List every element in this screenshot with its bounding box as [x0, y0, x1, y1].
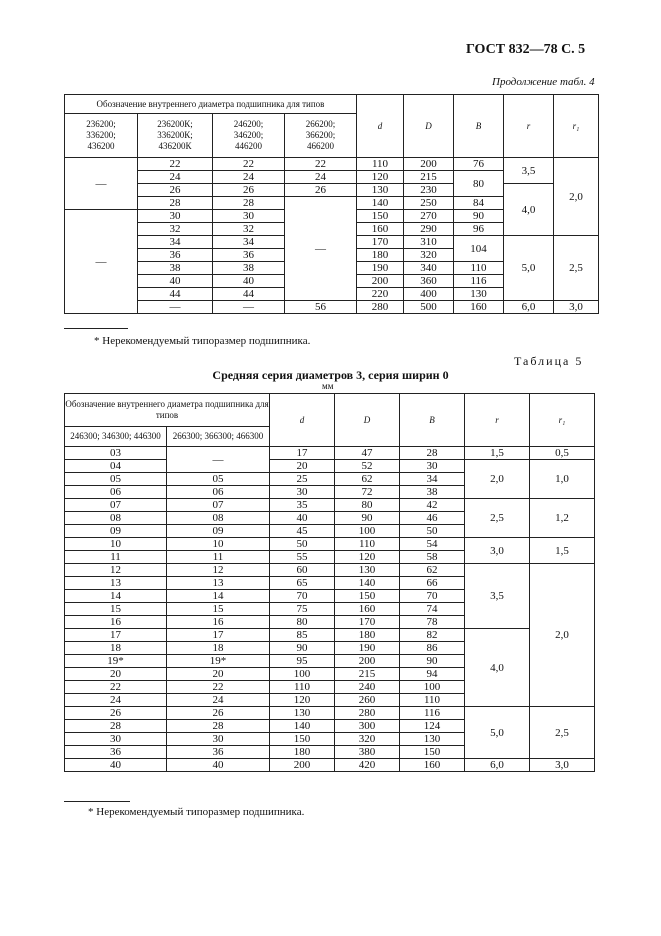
table5-r1: 1,5 — [530, 538, 595, 564]
table4-type-header: 246200; 346200; 446200 — [213, 114, 285, 158]
table5-cell: 86 — [400, 642, 465, 655]
table4-cell: 32 — [213, 223, 285, 236]
table5-cell: 17 — [270, 447, 335, 460]
footnote-rule — [64, 328, 128, 329]
table5-r: 2,5 — [465, 499, 530, 538]
table4-cell: 34 — [213, 236, 285, 249]
table4-cell: 22 — [285, 158, 357, 171]
table5-cell: 150 — [400, 746, 465, 759]
table5-cell: 13 — [167, 577, 270, 590]
table4-cell: 230 — [404, 184, 454, 197]
table5-cell: 06 — [167, 486, 270, 499]
table5-cell: 78 — [400, 616, 465, 629]
table4-header-D: D — [404, 95, 454, 158]
table5-cell: 11 — [167, 551, 270, 564]
table5-cell: 420 — [335, 759, 400, 772]
table4-cell: 26 — [213, 184, 285, 197]
table4-cell: 200 — [357, 275, 404, 288]
table5-cell: 28 — [65, 720, 167, 733]
table4-cell: 130 — [357, 184, 404, 197]
table5-cell: 60 — [270, 564, 335, 577]
table5-cell: 380 — [335, 746, 400, 759]
table5-cell: 19* — [167, 655, 270, 668]
table4-cell: 38 — [213, 262, 285, 275]
table4-cell: 130 — [454, 288, 504, 301]
table4-footnote: * Нерекомендуемый типоразмер подшипника. — [94, 335, 311, 347]
table4-cell: 320 — [404, 249, 454, 262]
table5-cell: 200 — [270, 759, 335, 772]
table4-cell: 290 — [404, 223, 454, 236]
table4-r: 4,0 — [504, 184, 554, 236]
table4-cell: 340 — [404, 262, 454, 275]
table5-cell: 70 — [270, 590, 335, 603]
table4-cell: 310 — [404, 236, 454, 249]
table5-cell: 120 — [335, 551, 400, 564]
table5-cell: 90 — [335, 512, 400, 525]
table4-header-r1: r₁ — [554, 95, 599, 158]
table5-header-d: d — [270, 394, 335, 447]
table5-cell: 110 — [270, 681, 335, 694]
table5-cell: 62 — [335, 473, 400, 486]
table5 — [64, 393, 595, 772]
table5-cell: 46 — [400, 512, 465, 525]
table5-cell: 24 — [167, 694, 270, 707]
table5-cell: 20 — [167, 668, 270, 681]
table5-cell: 58 — [400, 551, 465, 564]
table5-cell: 47 — [335, 447, 400, 460]
table5-dash: — — [167, 447, 270, 473]
table5-cell: 18 — [167, 642, 270, 655]
table5-title: Средняя серия диаметров 3, серия ширин 0 — [212, 368, 449, 382]
table5-r: 3,0 — [465, 538, 530, 564]
table5-r: 1,5 — [465, 447, 530, 460]
table5-cell: 62 — [400, 564, 465, 577]
table4-cell: 44 — [138, 288, 213, 301]
table4-cell: 280 — [357, 301, 404, 314]
table5-cell: 130 — [400, 733, 465, 746]
table5-header-r: r — [465, 394, 530, 447]
table5-cell: 124 — [400, 720, 465, 733]
table5-label: Таблица 5 — [514, 354, 584, 368]
table4-b-merged: 80 — [454, 171, 504, 197]
table4-cell: 36 — [213, 249, 285, 262]
table4-group-header: Обозначение внутреннего диаметра подшипника для типов — [65, 95, 357, 114]
table5-cell: 06 — [65, 486, 167, 499]
table4-cell: 26 — [285, 184, 357, 197]
table5-cell: 17 — [167, 629, 270, 642]
table5-cell: 120 — [270, 694, 335, 707]
table5-cell: 35 — [270, 499, 335, 512]
table5-cell: 34 — [400, 473, 465, 486]
table5-cell: 100 — [400, 681, 465, 694]
table4-cell: 24 — [138, 171, 213, 184]
table5-cell: 38 — [400, 486, 465, 499]
table4-r: 5,0 — [504, 236, 554, 301]
table5-cell: 30 — [167, 733, 270, 746]
table5-cell: 05 — [65, 473, 167, 486]
page-header: ГОСТ 832—78 С. 5 — [466, 42, 586, 57]
table4-dash: — — [285, 197, 357, 301]
table4-cell: 270 — [404, 210, 454, 223]
table5-cell: 80 — [270, 616, 335, 629]
table4-cell: 76 — [454, 158, 504, 171]
table5-cell: 90 — [270, 642, 335, 655]
table5-cell: 200 — [335, 655, 400, 668]
table5-cell: 16 — [65, 616, 167, 629]
table5-cell: 240 — [335, 681, 400, 694]
footnote-rule — [64, 801, 130, 802]
table4 — [64, 94, 599, 314]
table5-cell: 95 — [270, 655, 335, 668]
table4-cell: 28 — [213, 197, 285, 210]
table4-cell: 116 — [454, 275, 504, 288]
table5-cell: 320 — [335, 733, 400, 746]
table5-cell: 70 — [400, 590, 465, 603]
table5-cell: 08 — [65, 512, 167, 525]
table5-cell: 190 — [335, 642, 400, 655]
table5-header-D: D — [335, 394, 400, 447]
table5-cell: 90 — [400, 655, 465, 668]
table5-cell: 26 — [167, 707, 270, 720]
table5-cell: 15 — [167, 603, 270, 616]
table5-cell: 110 — [400, 694, 465, 707]
table5-cell: 94 — [400, 668, 465, 681]
table5-r1: 1,0 — [530, 460, 595, 499]
table4-cell: 22 — [213, 158, 285, 171]
table5-cell: 22 — [167, 681, 270, 694]
table4-cell: — — [138, 301, 213, 314]
table5-cell: 24 — [65, 694, 167, 707]
table5-cell: 130 — [270, 707, 335, 720]
table5-cell: 52 — [335, 460, 400, 473]
table4-cell: 215 — [404, 171, 454, 184]
table5-cell: 180 — [270, 746, 335, 759]
table5-cell: 26 — [65, 707, 167, 720]
table4-cell: — — [213, 301, 285, 314]
table5-cell: 45 — [270, 525, 335, 538]
table5-cell: 50 — [270, 538, 335, 551]
table5-cell: 10 — [65, 538, 167, 551]
table4-cell: 190 — [357, 262, 404, 275]
table5-cell: 18 — [65, 642, 167, 655]
table4-cell: 180 — [357, 249, 404, 262]
table4-cell: 90 — [454, 210, 504, 223]
table5-cell: 160 — [335, 603, 400, 616]
table5-cell: 16 — [167, 616, 270, 629]
table5-header-r1: r₁ — [530, 394, 595, 447]
table5-cell: 28 — [167, 720, 270, 733]
table5-cell: 72 — [335, 486, 400, 499]
table5-cell: 100 — [335, 525, 400, 538]
table5-cell: 08 — [167, 512, 270, 525]
table4-cell: 160 — [357, 223, 404, 236]
table5-cell: 12 — [65, 564, 167, 577]
table4-r1: 2,0 — [554, 158, 599, 236]
table5-cell: 100 — [270, 668, 335, 681]
table5-r: 3,5 — [465, 564, 530, 629]
table4-cell: 500 — [404, 301, 454, 314]
table4-cell: 32 — [138, 223, 213, 236]
table4-cell: 24 — [285, 171, 357, 184]
table5-cell: 74 — [400, 603, 465, 616]
table5-cell: 36 — [167, 746, 270, 759]
table5-cell: 66 — [400, 577, 465, 590]
table4-cell: 110 — [357, 158, 404, 171]
table5-footnote: * Нерекомендуемый типоразмер подшипника. — [88, 806, 305, 818]
table4-header-d: d — [357, 95, 404, 158]
table5-cell: 09 — [65, 525, 167, 538]
table4-cell: 44 — [213, 288, 285, 301]
table4-dash: — — [65, 210, 138, 314]
table4-cell: 30 — [138, 210, 213, 223]
table5-cell: 20 — [65, 668, 167, 681]
table5-cell: 04 — [65, 460, 167, 473]
table5-cell: 170 — [335, 616, 400, 629]
table5-r: 4,0 — [465, 629, 530, 707]
table4-cell: 40 — [138, 275, 213, 288]
table5-type-header: 266300; 366300; 466300 — [167, 427, 270, 447]
table5-cell: 65 — [270, 577, 335, 590]
table4-cell: 30 — [213, 210, 285, 223]
table4-type-header: 236200К; 336200К; 436200К — [138, 114, 213, 158]
table5-cell: 82 — [400, 629, 465, 642]
table5-cell: 28 — [400, 447, 465, 460]
table4-cell: 150 — [357, 210, 404, 223]
table5-group-header: Обозначение внутреннего диаметра подшипника для типов — [65, 394, 270, 427]
table5-cell: 110 — [335, 538, 400, 551]
table4-cell: 400 — [404, 288, 454, 301]
table5-cell: 19* — [65, 655, 167, 668]
table5-cell: 36 — [65, 746, 167, 759]
table5-cell: 30 — [65, 733, 167, 746]
table5-cell: 40 — [65, 759, 167, 772]
table4-cell: 28 — [138, 197, 213, 210]
table4-cell: 40 — [213, 275, 285, 288]
table5-cell: 85 — [270, 629, 335, 642]
table4-header-r: r — [504, 95, 554, 158]
table5-cell: 80 — [335, 499, 400, 512]
table5-header-B: B — [400, 394, 465, 447]
table4-continuation: Продолжение табл. 4 — [492, 76, 595, 88]
table5-cell: 40 — [167, 759, 270, 772]
table5-r1: 2,0 — [530, 564, 595, 707]
table4-type-header: 266200; 366200; 466200 — [285, 114, 357, 158]
table5-cell: 03 — [65, 447, 167, 460]
table5-cell: 15 — [65, 603, 167, 616]
table5-cell: 13 — [65, 577, 167, 590]
table4-cell: 110 — [454, 262, 504, 275]
table4-cell: 220 — [357, 288, 404, 301]
table5-cell: 140 — [270, 720, 335, 733]
table5-cell: 300 — [335, 720, 400, 733]
table4-cell: 56 — [285, 301, 357, 314]
table4-cell: 140 — [357, 197, 404, 210]
table4-dash: — — [65, 158, 138, 210]
table5-cell: 42 — [400, 499, 465, 512]
table5-cell: 116 — [400, 707, 465, 720]
table5-r1: 0,5 — [530, 447, 595, 460]
table4-b-merged: 104 — [454, 236, 504, 262]
table4-type-header: 236200; 336200; 436200 — [65, 114, 138, 158]
table5-cell: 07 — [65, 499, 167, 512]
table4-cell: 160 — [454, 301, 504, 314]
table4-r1: 2,5 — [554, 236, 599, 301]
table5-cell: 11 — [65, 551, 167, 564]
table5-cell: 260 — [335, 694, 400, 707]
table5-cell: 160 — [400, 759, 465, 772]
table5-r1: 3,0 — [530, 759, 595, 772]
table4-cell: 34 — [138, 236, 213, 249]
table5-cell: 30 — [400, 460, 465, 473]
table4-cell: 26 — [138, 184, 213, 197]
table4-cell: 36 — [138, 249, 213, 262]
table4-r1: 3,0 — [554, 301, 599, 314]
table5-cell: 140 — [335, 577, 400, 590]
table5-cell: 180 — [335, 629, 400, 642]
table5-cell: 30 — [270, 486, 335, 499]
table5-cell: 130 — [335, 564, 400, 577]
table5-cell: 14 — [65, 590, 167, 603]
table5-cell: 55 — [270, 551, 335, 564]
table5-cell: 12 — [167, 564, 270, 577]
table4-cell: 250 — [404, 197, 454, 210]
table4-r: 6,0 — [504, 301, 554, 314]
table4-cell: 170 — [357, 236, 404, 249]
table5-cell: 05 — [167, 473, 270, 486]
table5-cell: 25 — [270, 473, 335, 486]
table5-cell: 10 — [167, 538, 270, 551]
table5-r: 2,0 — [465, 460, 530, 499]
table5-unit: мм — [322, 381, 334, 391]
table5-cell: 14 — [167, 590, 270, 603]
table4-cell: 200 — [404, 158, 454, 171]
table4-cell: 84 — [454, 197, 504, 210]
table5-cell: 75 — [270, 603, 335, 616]
table5-cell: 17 — [65, 629, 167, 642]
table4-r: 3,5 — [504, 158, 554, 184]
table4-cell: 24 — [213, 171, 285, 184]
table5-cell: 150 — [270, 733, 335, 746]
table5-r: 5,0 — [465, 707, 530, 759]
table4-cell: 120 — [357, 171, 404, 184]
table5-cell: 150 — [335, 590, 400, 603]
table5-cell: 07 — [167, 499, 270, 512]
table5-cell: 50 — [400, 525, 465, 538]
table5-cell: 54 — [400, 538, 465, 551]
table5-r1: 2,5 — [530, 707, 595, 759]
table4-cell: 96 — [454, 223, 504, 236]
table5-cell: 20 — [270, 460, 335, 473]
table4-cell: 22 — [138, 158, 213, 171]
table5-r: 6,0 — [465, 759, 530, 772]
table4-header-B: B — [454, 95, 504, 158]
table5-cell: 22 — [65, 681, 167, 694]
table4-cell: 38 — [138, 262, 213, 275]
table5-cell: 09 — [167, 525, 270, 538]
table4-cell: 360 — [404, 275, 454, 288]
table5-cell: 40 — [270, 512, 335, 525]
table5-r1: 1,2 — [530, 499, 595, 538]
table5-cell: 215 — [335, 668, 400, 681]
table5-type-header: 246300; 346300; 446300 — [65, 427, 167, 447]
table5-cell: 280 — [335, 707, 400, 720]
